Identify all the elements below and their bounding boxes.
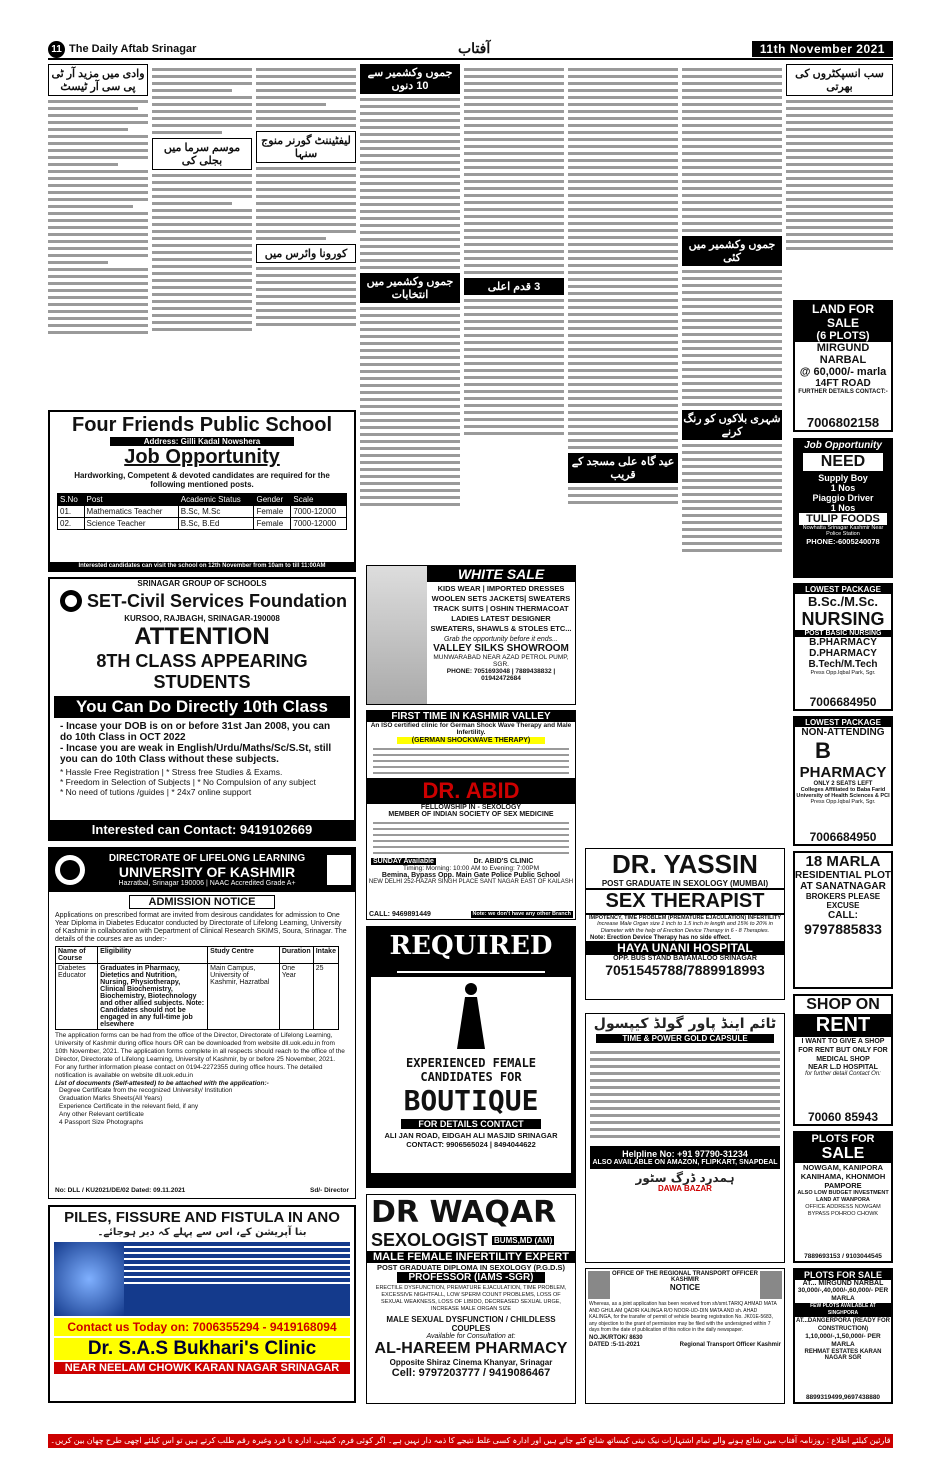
land-for-sale-ad	[793, 300, 893, 432]
degree: BUMS,MD (AM)	[494, 1236, 553, 1245]
dr-abid-ad	[366, 710, 576, 920]
piles-contact: Contact us Today on: 7006355294 - 9419168094	[54, 1318, 350, 1336]
news-text	[48, 100, 148, 334]
school-name: Four Friends Public School	[71, 414, 333, 436]
news-headline: 3 قدم اعلی	[464, 278, 564, 295]
nonatt-phone: 7006684950	[809, 830, 877, 844]
news-text	[360, 98, 460, 269]
school-address: Address: Gilli Kadal Nowshera	[110, 437, 294, 446]
admission-contact: For any further information please contact on 0194-2272355 during office hours. The detailed notification is available on website dll.uok.edu.in	[55, 1064, 323, 1079]
shop-address: MUNWARABAD NEAR AZAD PETROL PUMP, SGR.	[433, 654, 569, 668]
delhi-address: NEW DELHI 252-HAZAR SINGH PLACE SANT NAGAR EAST OF KAILASH	[368, 879, 574, 885]
available-at: Available for Consultation at:	[426, 1333, 516, 1340]
contact-bar: Interested can Contact: 9419102669	[50, 820, 354, 839]
university-name: UNIVERSITY OF KASHMIR	[118, 864, 296, 880]
news-text	[568, 68, 678, 449]
group-name: SRINAGAR GROUP OF SCHOOLS	[137, 579, 267, 588]
required-boutique-ad	[366, 926, 576, 1188]
driver-count: 1 Nos	[830, 503, 856, 513]
shop-contact: for further detail Contact On:	[805, 1071, 881, 1077]
land-plots: (6 PLOTS)	[795, 330, 891, 342]
b-pharmacy: B.PHARMACY	[809, 637, 877, 648]
plots-sale: SALE	[795, 1145, 891, 1163]
plots-title: PLOTS FOR	[795, 1133, 891, 1145]
news-headline: عید گاہ علی مسجد کے قریب	[568, 453, 678, 483]
docs-heading: List of documents (Self-attested) to be attached with the application:-	[55, 1080, 269, 1087]
cell: 7000-12000	[291, 518, 347, 530]
need: NEED	[803, 453, 883, 471]
plots2-price: 30,000/-,40,000/-,60,000/- PER MARLA	[797, 1287, 889, 1302]
iso-text: An ISO certified clinic for German Shock Wave Therapy and Male Infertility.	[370, 722, 572, 736]
doctor-name: DR. ABID	[367, 778, 575, 804]
treatment-text	[367, 748, 575, 774]
boutique-word: BOUTIQUE	[403, 1084, 539, 1117]
th: Duration	[279, 947, 313, 964]
news-column-6	[568, 64, 678, 564]
cell: One Year	[279, 964, 313, 1030]
sanatnagar: AT SANATNAGAR	[800, 881, 886, 892]
th: S.No	[58, 494, 85, 506]
news-headline: کورونا وائرس میں	[256, 244, 356, 263]
doctor-name: DR. YASSIN	[612, 849, 758, 879]
cell: 02.	[58, 518, 85, 530]
th: Eligibility	[98, 947, 208, 964]
plots2-location: AT... MIRGUND NARBAL	[802, 1280, 884, 1287]
rto-notice-title: NOTICE	[669, 1283, 701, 1292]
feature-3: * No need of tutions /guides | * 24x7 online support	[60, 787, 252, 797]
news-headline: موسم سرما میں بجلی کی	[152, 138, 252, 170]
non-attending-ad	[793, 716, 893, 846]
bsc-msc: B.Sc./M.Sc.	[807, 594, 879, 609]
docs-list	[49, 1087, 355, 1127]
person-photo-icon	[588, 1271, 610, 1299]
land-price: @ 60,000/- marla	[799, 366, 887, 378]
university-seal-icon	[53, 853, 87, 887]
list-item: Any other Relevant certificate	[59, 1111, 144, 1118]
piles-title: PILES, FISSURE AND FISTULA IN ANO	[64, 1209, 340, 1226]
bsc-nursing-ad	[793, 583, 893, 711]
german-text: (GERMAN SHOCKWAVE THERAPY)	[397, 737, 545, 744]
problems-text	[367, 822, 575, 854]
kashmir-university-ad	[48, 847, 356, 1199]
side-effect-note: Note: Erection Device Therapy has no side effect.	[590, 935, 732, 941]
job-text: Hardworking, Competent & devoted candidates are required for the following mentioned posts.	[74, 471, 330, 489]
non-attending: NON-ATTENDING	[801, 727, 885, 738]
job-table	[57, 493, 347, 530]
infertility-expert: MALE FEMALE INFERTILITY EXPERT	[367, 1251, 575, 1263]
helpline: Helpline No: +91 97790-31234	[622, 1149, 748, 1159]
cell: B.Sc, M.Sc	[178, 506, 254, 518]
th: Study Centre	[208, 947, 280, 964]
news-column-2	[152, 64, 252, 404]
clinic-name: Dr. ABID'S CLINIC	[473, 858, 534, 865]
table-row	[56, 964, 339, 1030]
set-civil-services-ad	[48, 577, 356, 841]
sale-items: KIDS WEAR | IMPORTED DRESSES WOOLEN SETS JACKETS| SWEATERS TRACK SUITS | OSHIN THERMACOAT LADIES LATEST DESIGNER SWEATERS, SHAWLS & STOLES ETC...	[430, 584, 572, 633]
plots2-dangerpora: AT...DANGERPORA (READY FOR CONSTRUCTION)	[796, 1318, 890, 1332]
required-exp: EXPERIENCED FEMALE CANDIDATES FOR	[405, 1056, 537, 1084]
fellowship: FELLOWSHIP IN - SEXOLOGY	[420, 804, 522, 811]
shop-name: VALLEY SILKS SHOWROOM	[433, 643, 569, 654]
students-title: 8TH CLASS APPEARING STUDENTS	[96, 651, 308, 692]
news-column-3	[256, 64, 356, 404]
plots-phone: 7889693153 / 9103044545	[804, 1253, 882, 1260]
pharmacy-name: AL-HAREEM PHARMACY	[374, 1340, 568, 1357]
news-text	[256, 267, 356, 326]
cell: 25	[313, 964, 338, 1030]
size-text: Increase Male Organ size 1 inch to 1.5 inch in length and 15% to 20% in Diameter with the help of Erection Device Therapy in 6 - 8 Therapies.	[597, 921, 773, 934]
rent: RENT	[795, 1014, 891, 1037]
btech: B.Tech/M.Tech	[808, 659, 878, 670]
news-text	[682, 270, 782, 406]
news-column-1	[48, 64, 148, 404]
sale-title: WHITE SALE	[427, 566, 575, 582]
plots-for-sale-ad	[793, 1131, 893, 1263]
job-opportunity-ad	[793, 438, 893, 578]
required-title: REQUIRED	[389, 931, 553, 961]
person-photo-icon	[760, 1271, 782, 1299]
list-item: Experience Certificate in the relevant field, if any	[59, 1103, 199, 1110]
capsule-text	[590, 1047, 780, 1142]
shop-phone: PHONE: 7051693048 | 7889438832 | 01942472684	[446, 668, 556, 682]
piles-clinic-ad	[48, 1205, 356, 1403]
land-title: LAND FOR SALE	[795, 302, 891, 330]
page-number: 11	[48, 41, 65, 58]
news-column-5	[464, 64, 564, 564]
hospital-name: HAYA UNANI HOSPITAL	[586, 941, 784, 955]
shop-on: SHOP ON	[806, 996, 880, 1013]
plots-investment: ALSO LOW BUDGET INVESTMENT LAND AT WANPORA	[797, 1190, 889, 1203]
seats-left: ONLY 2 SEATS LEFT	[813, 781, 873, 787]
body-illustration-icon	[54, 1242, 124, 1316]
list-item: 4 Passport Size Photographs	[59, 1119, 144, 1126]
hospital-phone: 7051545788/7889918993	[605, 962, 765, 978]
rto-office: OFFICE OF THE REGIONAL TRANSPORT OFFICER KASHMIR	[612, 1271, 758, 1283]
cell: B.Sc, B.Ed	[178, 518, 254, 530]
store-name: ہمدرد ڈرگ سٹور	[635, 1171, 735, 1185]
masthead-logo: آفتاب	[458, 41, 491, 57]
feature-1: * Hassle Free Registration | * Stress free Studies & Exams.	[60, 767, 283, 777]
news-text	[682, 444, 782, 552]
notice-number: No: DLL / KU2021/DE/02 Dated: 09.11.2021	[55, 1187, 186, 1194]
white-sale-ad	[366, 565, 576, 705]
boutique-address: ALI JAN ROAD, EIDGAH ALI MASJID SRINAGAR	[384, 1131, 558, 1140]
plots-mirgund-ad	[793, 1268, 893, 1404]
plots2-phone: 8899319499,9697438880	[805, 1394, 881, 1401]
news-text	[152, 68, 252, 134]
news-text	[256, 68, 356, 127]
capsule-urdu: ٹائم اینڈ پاور گولڈ کیپسول	[593, 1016, 777, 1032]
press-address: Press Opp.Iqbal Park, Sgr.	[810, 799, 876, 805]
tulip-address: Nowhatta Srinagar Kashmir Near Police Station	[802, 525, 884, 537]
news-text	[256, 167, 356, 240]
sex-therapist: SEX THERAPIST	[586, 888, 784, 915]
pharmacy: PHARMACY	[799, 764, 887, 781]
news-text	[568, 487, 678, 504]
supply-boy: Supply Boy	[818, 473, 868, 483]
cell: Science Teacher	[84, 518, 178, 530]
news-headline: سب انسپکٹروں کی بھرتی	[786, 64, 893, 96]
news-text	[786, 100, 893, 250]
pharmacy-address: Opposite Shiraz Cinema Khanyar, Srinagar	[389, 1358, 553, 1367]
page-header	[48, 40, 893, 60]
shop-location: NEAR L.D HOSPITAL	[808, 1064, 878, 1071]
direct-banner: You Can Do Directly 10th Class	[54, 696, 350, 718]
post-basic: POST BASIC NURSING	[795, 630, 891, 637]
d-pharmacy: D.PHARMACY	[809, 648, 877, 659]
plots-office: OFFICE ADDRESS NOWGAM BYPASS POHROO CHOWK	[805, 1204, 881, 1217]
th: Gender	[254, 494, 291, 506]
impotency: IMPOTENCY, TIME PROBLEM (PREMATURE EJACULATION) INFERTILITY	[589, 915, 781, 921]
news-headline: جموں وکشمیر میں انتخابات	[360, 273, 460, 303]
admission-body: The application forms can be had from the office of the Director, Directorate of Lifelong Learning, University of Kashmir during office hours OR can be downloaded from website dll.uok.edu.in from 10th November, 2021. The application forms complete in all respects should reach to the office of the Director, Directorate of Lifelong Learning, University of Kashmir, by or before 25 November, 2021.	[55, 1032, 345, 1063]
course-table	[55, 946, 339, 1030]
reader-notice-footer: قارئین کیلئے اطلاع : روزنامہ آفتاب میں شائع ہونے والے تمام اشتہارات نیک نیتی کیساتھ شائع کئے جاتے ہیں اور ادارہ کسی غلط نتیجے کا ذمہ دار نہیں ہے۔ اگر کوئی فرم، کمپنی، ادارہ یا فرد وغیرہ رقم طلب کرتے ہیں تو اس کیلئے اچھی طرح چھان بین کریں۔	[48, 1434, 893, 1448]
news-text	[682, 68, 782, 232]
brokers-excuse: BROKERS PLEASE EXCUSE	[805, 892, 881, 910]
issue-date: 11th November 2021	[752, 41, 893, 57]
th: Post	[84, 494, 178, 506]
news-headline: لیفٹیننٹ گورنر منوج سنہا	[256, 131, 356, 163]
paper-name: The Daily Aftab Srinagar	[69, 43, 197, 55]
member: MEMBER OF INDIAN SOCIETY OF SEX MEDICINE	[388, 811, 554, 818]
capsule-ad	[585, 1013, 785, 1263]
news-text	[464, 68, 564, 274]
supply-boy-count: 1 Nos	[830, 483, 856, 493]
dr-waqar-ad	[366, 1194, 576, 1404]
marla-plot-ad	[793, 851, 893, 989]
press-address: Press Opp.Iqbal Park, Sgr.	[810, 670, 876, 676]
plots-locations: NOWGAM, KANIPORA KANIHAMA, KHONMOH PAMPORE	[800, 1163, 886, 1190]
professor: PROFESSOR (IAMS -SGR)	[397, 1272, 545, 1283]
doctor-name: DR WAQAR	[371, 1195, 557, 1230]
rto-sign: Regional Transport Officer Kashmir	[679, 1341, 781, 1348]
th: Intake	[313, 947, 338, 964]
cell: Mathematics Teacher	[84, 506, 178, 518]
sexologist: SEXOLOGIST	[371, 1230, 489, 1250]
rto-text: Whereas, as a joint application has been received from sh/smt.TARIQ AHMAD MATA AND GHULAM QADIR KALINGA R/O NOOR-UD-DIN MATA AND sh. AHAD KALINGA, for the transfer of permit of vehicle bearing registration No. JK01E-5683, any objection to the grant of permission may be filed with the undersigned within 7 days from the date of publication of this notice in the daily newspaper.	[589, 1301, 777, 1333]
land-phone: 7006802158	[806, 415, 880, 430]
director-sign: Sd/- Director	[309, 1187, 349, 1194]
dr-yassin-ad	[585, 848, 785, 1000]
dysfunction: MALE SEXUAL DYSFUNCTION / CHILDLESS COUPLES	[386, 1315, 556, 1333]
land-contact: FURTHER DETAILS CONTACT:-	[798, 389, 888, 395]
shop-phone: 70060 85943	[807, 1110, 879, 1124]
job-heading: Job Opportunity	[124, 446, 280, 468]
piles-banner	[54, 1242, 350, 1316]
four-friends-ad	[48, 410, 356, 572]
first-time: FIRST TIME IN KASHMIR VALLEY	[367, 711, 575, 722]
land-location: MIRGUND NARBAL	[816, 342, 870, 366]
nursing: NURSING	[801, 609, 885, 629]
call: CALL: 9469891449	[369, 911, 431, 918]
plots2-price2: 1,10,000/-,1,50,000/- PER MARLA	[805, 1333, 881, 1348]
news-column-4	[360, 64, 460, 564]
plots2-singhpora: FEW PLOTS AVAILABLE AT SINGHPORA	[795, 1303, 891, 1317]
plots2-title: PLOTS FOR SALE	[795, 1270, 891, 1280]
lion-logo-icon	[56, 588, 86, 614]
rto-notice	[585, 1268, 785, 1404]
ornament-icon	[397, 961, 545, 973]
list-item: Graduation Marks Sheets(All Years)	[59, 1095, 163, 1102]
pharmacy-cell: Cell: 9797203777 / 9419086467	[391, 1367, 551, 1379]
table-row	[58, 506, 347, 518]
list-item: Degree Certificate from the recognized University/ Institution	[59, 1087, 233, 1094]
cell: 01.	[58, 506, 85, 518]
marla-phone: 9797885833	[804, 921, 882, 937]
news-headline: شہری بلاکوں کو رنگ کرنے	[682, 410, 782, 440]
clinic-address: Bemina, Bypass Opp. Main Gate Police Public School	[381, 872, 561, 879]
bullet-1: - Incase your DOB is on or before 31st Jan 2008, you can do 10th Class in OCT 2022	[60, 721, 331, 743]
timing: Timing: Morning: 10:00 AM to Evening: 7:00PM	[403, 865, 539, 872]
news-column-7	[682, 64, 782, 564]
th: Scale	[291, 494, 347, 506]
clinic-address: NEAR NEELAM CHOWK KARAN NAGAR SRINAGAR	[54, 1362, 350, 1374]
news-headline: وادی میں مزید آر ٹی پی سی آر ٹیسٹ	[48, 64, 148, 96]
b-letter: B	[815, 738, 831, 763]
marla: 18 MARLA	[805, 853, 881, 870]
news-column-8	[786, 64, 893, 299]
tulip-foods: TULIP FOODS	[799, 513, 887, 525]
university-address: Hazratbal, Srinagar 190006 | NAAC Accredited Grade A+	[118, 880, 296, 887]
job-title: Job Opportunity	[804, 440, 882, 451]
admission-notice-title: ADMISSION NOTICE	[129, 895, 275, 909]
no-branch: Note: we don't have any other Branch	[472, 911, 571, 917]
page-number-block	[48, 41, 196, 58]
dancer-silhouette-icon	[451, 981, 491, 1051]
feature-2: * Freedom in Selection of Subjects | * No Compulsion of any subject	[60, 777, 316, 787]
pg-diploma: POST GRADUATE DIPLOMA IN SEXOLOGY (P.G.D.S)	[376, 1263, 566, 1272]
hospital-address: OPP. BUS STAND BATAMALOO SRINAGAR	[613, 955, 757, 962]
cell: Female	[254, 506, 291, 518]
bsc-phone: 7006684950	[809, 695, 877, 709]
tulip-phone: PHONE:-6005240078	[806, 537, 880, 546]
cell: Diabetes Educator	[56, 964, 98, 1030]
shop-details: I WANT TO GIVE A SHOP FOR RENT BUT ONLY FOR MEDICAL SHOP	[798, 1038, 888, 1063]
residential-plot: RESIDENTIAL PLOT	[795, 870, 891, 881]
dawa-bazar: DAWA BAZAR	[658, 1184, 712, 1193]
boutique-contact: CONTACT: 9906565024 | 8494044622	[406, 1140, 536, 1149]
package: LOWEST PACKAGE	[795, 585, 891, 594]
treatments: ERECTILE DYSFUNCTION, PREMATURE EJACULATION, TIME PROBLEM, EXCESSIVE NIGHTFALL, LOW SPERM COUNT PROBLEMS, LOSS OF SEXUAL WEAKNESS, LOSS OF LIBIDO, DECREASED SEXUAL URGE, INCREASE MALE ORGAN SIZE	[375, 1285, 567, 1312]
land-road: 14FT ROAD	[815, 378, 871, 389]
table-row	[58, 518, 347, 530]
child-photo-icon	[367, 566, 427, 704]
naac-logo-icon	[327, 855, 351, 885]
plots2-estate: REHMAT ESTATES KARAN NAGAR SGR	[804, 1349, 882, 1361]
news-text	[360, 307, 460, 506]
cell: Female	[254, 518, 291, 530]
colleges: Colleges Affiliated to Baba Farid University of Health Sciences & PCI	[796, 787, 890, 799]
pg-sexology: POST GRADUATE IN SEXOLOGY (MUMBAI)	[601, 879, 769, 888]
visit-note: Interested candidates can visit the school on 12th November from 10am to till 11:00AM	[50, 562, 354, 570]
sunday: SUNDAY Available	[373, 858, 434, 865]
clinic-name: Dr. S.A.S Bukhari's Clinic	[54, 1338, 350, 1360]
package: LOWEST PACKAGE	[795, 718, 891, 727]
directorate-name: DIRECTORATE OF LIFELONG LEARNING	[108, 853, 306, 864]
admission-intro: Applications on prescribed format are invited from desirous candidates for admission to One Year Diploma in Diabetes Educator conducted by Directorate of Lifelong Learning, University of Kashmir in collaboration with Department of Clinical Research SKIMS, Soura, Srinagar. The details of the courses are as under:-	[55, 912, 347, 943]
th: Name of Course	[56, 947, 98, 964]
foundation-name: SET-Civil Services Foundation	[86, 590, 348, 611]
shop-on-rent-ad	[793, 994, 893, 1126]
sale-grab: Grab the opportunity before it ends...	[443, 636, 558, 643]
details-bar: FOR DETAILS CONTACT	[401, 1119, 541, 1129]
call-label: CALL:	[828, 910, 858, 921]
cell: Graduates in Pharmacy, Dietetics and Nutrition, Nursing, Physiotherapy, Clinical Biochemistry, Biochemistry, Biotechnology and other allied subjects. Note: Candidates should not be engaged in any full-time job elsewhere	[98, 964, 208, 1030]
th: Academic Status	[178, 494, 254, 506]
news-headline: جموں وکشمیر میں کئی	[682, 236, 782, 266]
bullet-2: - Incase you are weak in English/Urdu/Maths/Sc/S.St, still you can do 10th Class without these subjects.	[60, 743, 332, 765]
foundation-address: KURSOO, RAJBAGH, SRINAGAR-190008	[124, 614, 280, 623]
capsule-english: TIME & POWER GOLD CAPSULE	[596, 1034, 774, 1043]
attention-title: ATTENTION	[134, 623, 270, 650]
news-headline: جموں وکشمیر سے 10 دنوں	[360, 64, 460, 94]
rto-number: NO.JK/RTOK/ 8630	[589, 1334, 643, 1341]
news-text	[152, 174, 252, 331]
online-availability: ALSO AVAILABLE ON AMAZON, FLIPKART, SNAPDEAL	[592, 1159, 778, 1166]
news-text	[464, 299, 564, 435]
piles-urdu: بنا آپریشن کے، اس سے پہلے کہ دیر ہوجائے۔	[97, 1227, 307, 1238]
cell: 7000-12000	[291, 506, 347, 518]
piaggio-driver: Piaggio Driver	[812, 493, 874, 503]
rto-date: DATED :5-11-2021	[589, 1341, 640, 1348]
cell: Main Campus, University of Kashmir, Hazratbal	[208, 964, 280, 1030]
